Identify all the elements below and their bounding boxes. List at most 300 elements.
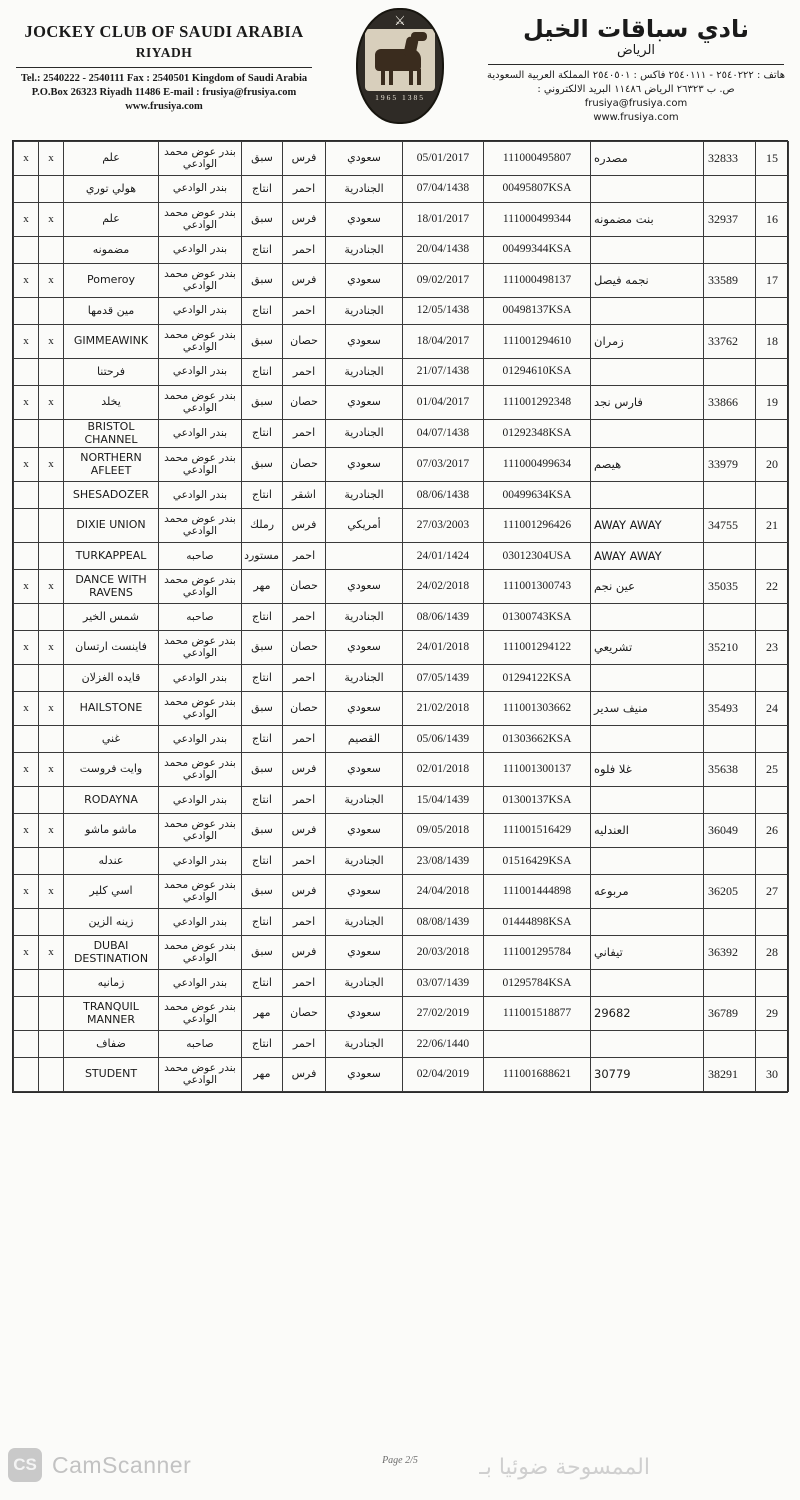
subrow-color: احمر	[283, 176, 326, 203]
subrow-horse-name	[591, 787, 704, 814]
row-serial-id: 35638	[704, 753, 756, 787]
subrow-serial-id	[704, 359, 756, 386]
subrow-number-blank	[756, 604, 789, 631]
row-mark-1: x	[39, 875, 64, 909]
table-subrow	[14, 726, 789, 753]
subrow-category: انتاج	[242, 482, 283, 509]
row-serial-id: 33866	[704, 386, 756, 420]
row-sex: حصان	[283, 570, 326, 604]
row-mark-2: x	[14, 203, 39, 237]
subrow-dam: مضمونه	[64, 237, 159, 264]
website-ar: www.frusiya.com	[593, 112, 679, 124]
subrow-owner: صاحبه	[159, 604, 242, 631]
subrow-color: احمر	[283, 726, 326, 753]
subrow-mark-2	[14, 298, 39, 325]
row-horse-name: مربوعه	[591, 875, 704, 909]
camscanner-logo-icon: CS	[8, 1448, 42, 1482]
subrow-owner: صاحبه	[159, 1031, 242, 1058]
row-sex: فرس	[283, 203, 326, 237]
row-mark-2: x	[14, 814, 39, 848]
subrow-origin: الجنادرية	[326, 237, 403, 264]
row-sire: علم	[64, 142, 159, 176]
table-row	[14, 753, 789, 787]
subrow-mark-1	[39, 543, 64, 570]
subrow-origin: الجنادرية	[326, 298, 403, 325]
subrow-horse-name	[591, 482, 704, 509]
subrow-mark-1	[39, 970, 64, 997]
subrow-serial-id	[704, 726, 756, 753]
row-horse-name: 30779	[591, 1058, 704, 1092]
subrow-birth-date-hijri: 08/08/1439	[403, 909, 484, 936]
table-row	[14, 814, 789, 848]
subrow-category: انتاج	[242, 1031, 283, 1058]
row-mark-1: x	[39, 448, 64, 482]
subrow-mark-1	[39, 176, 64, 203]
row-serial-id: 36049	[704, 814, 756, 848]
subrow-mark-1	[39, 787, 64, 814]
row-horse-name: مصدره	[591, 142, 704, 176]
crest-icon: ⚔	[394, 13, 406, 28]
subrow-dam: ضفاف	[64, 1031, 159, 1058]
row-mark-2: x	[14, 692, 39, 726]
table-row	[14, 936, 789, 970]
row-birth-date-gregorian: 01/04/2017	[403, 386, 484, 420]
row-birth-date-gregorian: 07/03/2017	[403, 448, 484, 482]
table-subrow	[14, 787, 789, 814]
row-horse-name: عين نجم	[591, 570, 704, 604]
subrow-category: انتاج	[242, 359, 283, 386]
row-origin: سعودي	[326, 997, 403, 1031]
row-serial-id: 36392	[704, 936, 756, 970]
row-registration-number: 111000499634	[484, 448, 591, 482]
subrow-mark-2	[14, 420, 39, 448]
subrow-dam: RODAYNA	[64, 787, 159, 814]
subrow-birth-date-hijri: 22/06/1440	[403, 1031, 484, 1058]
subrow-color: احمر	[283, 909, 326, 936]
table-row	[14, 631, 789, 665]
table-row	[14, 448, 789, 482]
row-category: سبق	[242, 692, 283, 726]
row-number: 22	[756, 570, 789, 604]
row-registration-number: 111000495807	[484, 142, 591, 176]
table-row	[14, 997, 789, 1031]
subrow-serial-id	[704, 970, 756, 997]
row-owner: بندر عوض محمد الوادعي	[159, 631, 242, 665]
table-row	[14, 570, 789, 604]
subrow-dam: زمانيه	[64, 970, 159, 997]
row-number: 26	[756, 814, 789, 848]
row-owner: بندر عوض محمد الوادعي	[159, 142, 242, 176]
subrow-registration-number: 01300137KSA	[484, 787, 591, 814]
subrow-number-blank	[756, 787, 789, 814]
row-mark-1: x	[39, 570, 64, 604]
row-origin: أمريكي	[326, 509, 403, 543]
row-mark-1: x	[39, 386, 64, 420]
row-mark-2: x	[14, 264, 39, 298]
row-mark-1: x	[39, 814, 64, 848]
table-subrow	[14, 482, 789, 509]
subrow-number-blank	[756, 848, 789, 875]
table-row	[14, 692, 789, 726]
subrow-horse-name	[591, 970, 704, 997]
row-sex: حصان	[283, 448, 326, 482]
horse-registry-table	[13, 141, 789, 1092]
row-horse-name: غلا فلوه	[591, 753, 704, 787]
table-subrow	[14, 543, 789, 570]
website-en: www.frusiya.com	[125, 101, 203, 113]
row-horse-name: هيصم	[591, 448, 704, 482]
row-serial-id: 32833	[704, 142, 756, 176]
subrow-mark-1	[39, 726, 64, 753]
subrow-registration-number: 01300743KSA	[484, 604, 591, 631]
subrow-horse-name	[591, 726, 704, 753]
row-mark-2: x	[14, 875, 39, 909]
table-subrow	[14, 909, 789, 936]
subrow-color: احمر	[283, 420, 326, 448]
table-subrow	[14, 359, 789, 386]
document-header	[0, 0, 800, 140]
row-sex: فرس	[283, 814, 326, 848]
row-sire: DANCE WITH RAVENS	[64, 570, 159, 604]
row-owner: بندر عوض محمد الوادعي	[159, 875, 242, 909]
subrow-mark-2	[14, 848, 39, 875]
table-subrow	[14, 1031, 789, 1058]
row-horse-name: تشريعي	[591, 631, 704, 665]
subrow-registration-number: 00499634KSA	[484, 482, 591, 509]
row-serial-id: 33762	[704, 325, 756, 359]
subrow-birth-date-hijri: 07/05/1439	[403, 665, 484, 692]
subrow-origin	[326, 543, 403, 570]
subrow-serial-id	[704, 176, 756, 203]
row-number: 19	[756, 386, 789, 420]
row-mark-1: x	[39, 203, 64, 237]
row-number: 29	[756, 997, 789, 1031]
subrow-mark-1	[39, 604, 64, 631]
row-number: 16	[756, 203, 789, 237]
row-sire: ماشو ماشو	[64, 814, 159, 848]
header-english-block	[14, 8, 314, 115]
subrow-origin: الجنادرية	[326, 359, 403, 386]
row-serial-id: 35210	[704, 631, 756, 665]
row-number: 27	[756, 875, 789, 909]
subrow-category: انتاج	[242, 970, 283, 997]
row-origin: سعودي	[326, 875, 403, 909]
row-sire: TRANQUIL MANNER	[64, 997, 159, 1031]
row-mark-1: x	[39, 264, 64, 298]
row-sex: فرس	[283, 753, 326, 787]
row-serial-id: 33979	[704, 448, 756, 482]
subrow-owner: بندر الوادعي	[159, 482, 242, 509]
subrow-color: احمر	[283, 848, 326, 875]
row-birth-date-gregorian: 18/04/2017	[403, 325, 484, 359]
subrow-birth-date-hijri: 08/06/1439	[403, 604, 484, 631]
subrow-horse-name	[591, 237, 704, 264]
subrow-owner: بندر الوادعي	[159, 726, 242, 753]
row-serial-id: 33589	[704, 264, 756, 298]
subrow-owner: بندر الوادعي	[159, 176, 242, 203]
row-birth-date-gregorian: 02/04/2019	[403, 1058, 484, 1092]
subrow-birth-date-hijri: 12/05/1438	[403, 298, 484, 325]
row-serial-id: 38291	[704, 1058, 756, 1092]
row-mark-2	[14, 509, 39, 543]
row-owner: بندر عوض محمد الوادعي	[159, 386, 242, 420]
row-registration-number: 111001296426	[484, 509, 591, 543]
row-owner: بندر عوض محمد الوادعي	[159, 814, 242, 848]
row-number: 23	[756, 631, 789, 665]
subrow-mark-1	[39, 665, 64, 692]
subrow-owner: بندر الوادعي	[159, 359, 242, 386]
subrow-serial-id	[704, 787, 756, 814]
row-registration-number: 111001292348	[484, 386, 591, 420]
row-mark-2: x	[14, 570, 39, 604]
row-category: مهر	[242, 1058, 283, 1092]
subrow-origin: الجنادرية	[326, 420, 403, 448]
row-origin: سعودي	[326, 692, 403, 726]
subrow-registration-number: 01294122KSA	[484, 665, 591, 692]
row-serial-id: 34755	[704, 509, 756, 543]
subrow-owner: بندر الوادعي	[159, 787, 242, 814]
row-mark-2: x	[14, 325, 39, 359]
row-sire: GIMMEAWINK	[64, 325, 159, 359]
subrow-birth-date-hijri: 07/04/1438	[403, 176, 484, 203]
subrow-origin: الجنادرية	[326, 482, 403, 509]
row-mark-2: x	[14, 753, 39, 787]
seal-dates: 1965 1385	[375, 93, 425, 102]
table-subrow	[14, 298, 789, 325]
subrow-mark-2	[14, 787, 39, 814]
subrow-registration-number: 01295784KSA	[484, 970, 591, 997]
row-origin: سعودي	[326, 142, 403, 176]
subrow-dam: غني	[64, 726, 159, 753]
row-horse-name: نجمه فيصل	[591, 264, 704, 298]
row-sex: حصان	[283, 997, 326, 1031]
subrow-number-blank	[756, 909, 789, 936]
row-number: 18	[756, 325, 789, 359]
club-title-en: JOCKEY CLUB OF SAUDI ARABIA	[24, 22, 304, 41]
row-owner: بندر عوض محمد الوادعي	[159, 203, 242, 237]
row-origin: سعودي	[326, 631, 403, 665]
contact-line-1-en: Tel.: 2540222 - 2540111 Fax : 2540501 Kingdom of Saudi Arabia	[20, 73, 308, 84]
contact-line-1-ar: هاتف : ٢٥٤٠٢٢٢ - ٢٥٤٠١١١ فاكس : ٢٥٤٠٥٠١ المملكة العربية السعودية	[486, 70, 785, 82]
row-origin: سعودي	[326, 570, 403, 604]
subrow-color: احمر	[283, 787, 326, 814]
row-birth-date-gregorian: 24/01/2018	[403, 631, 484, 665]
subrow-registration-number: 00499344KSA	[484, 237, 591, 264]
row-registration-number: 111000498137	[484, 264, 591, 298]
subrow-number-blank	[756, 420, 789, 448]
subrow-category: مستورد	[242, 543, 283, 570]
contact-line-2-ar: ص. ب ٢٦٣٢٣ الرياض ١١٤٨٦ البريد الالكتروني : frusiya@frusiya.com	[537, 84, 735, 110]
subrow-birth-date-hijri: 08/06/1438	[403, 482, 484, 509]
page-number: Page 2/5	[382, 1455, 418, 1466]
subrow-mark-1	[39, 237, 64, 264]
table-subrow	[14, 237, 789, 264]
subrow-horse-name	[591, 848, 704, 875]
row-number: 20	[756, 448, 789, 482]
row-owner: بندر عوض محمد الوادعي	[159, 570, 242, 604]
subrow-mark-1	[39, 359, 64, 386]
subrow-category: انتاج	[242, 420, 283, 448]
row-horse-name: بنت مضمونه	[591, 203, 704, 237]
row-category: مهر	[242, 997, 283, 1031]
row-category: سبق	[242, 814, 283, 848]
subrow-mark-1	[39, 482, 64, 509]
table-row	[14, 325, 789, 359]
row-horse-name: 29682	[591, 997, 704, 1031]
subrow-mark-2	[14, 665, 39, 692]
row-owner: بندر عوض محمد الوادعي	[159, 692, 242, 726]
subrow-origin: الجنادرية	[326, 970, 403, 997]
row-registration-number: 111001688621	[484, 1058, 591, 1092]
row-birth-date-gregorian: 18/01/2017	[403, 203, 484, 237]
row-birth-date-gregorian: 21/02/2018	[403, 692, 484, 726]
subrow-registration-number: 01303662KSA	[484, 726, 591, 753]
subrow-serial-id	[704, 482, 756, 509]
subrow-number-blank	[756, 665, 789, 692]
row-horse-name: منيف سدير	[591, 692, 704, 726]
table-subrow	[14, 420, 789, 448]
subrow-owner: بندر الوادعي	[159, 420, 242, 448]
subrow-color: اشقر	[283, 482, 326, 509]
row-owner: بندر عوض محمد الوادعي	[159, 448, 242, 482]
row-registration-number: 111001294122	[484, 631, 591, 665]
row-birth-date-gregorian: 27/02/2019	[403, 997, 484, 1031]
subrow-horse-name	[591, 176, 704, 203]
subrow-horse-name	[591, 1031, 704, 1058]
subrow-registration-number: 03012304USA	[484, 543, 591, 570]
row-origin: سعودي	[326, 936, 403, 970]
row-mark-2: x	[14, 936, 39, 970]
row-category: سبق	[242, 386, 283, 420]
row-origin: سعودي	[326, 1058, 403, 1092]
subrow-dam: فرحتنا	[64, 359, 159, 386]
row-category: رملك	[242, 509, 283, 543]
row-sex: فرس	[283, 264, 326, 298]
row-origin: سعودي	[326, 203, 403, 237]
row-registration-number: 111001295784	[484, 936, 591, 970]
table-subrow	[14, 970, 789, 997]
subrow-mark-2	[14, 543, 39, 570]
row-mark-1	[39, 997, 64, 1031]
subrow-origin: الجنادرية	[326, 1031, 403, 1058]
row-category: سبق	[242, 448, 283, 482]
subrow-registration-number	[484, 1031, 591, 1058]
club-title-ar: نادي سباقات الخيل	[522, 15, 750, 43]
subrow-color: احمر	[283, 237, 326, 264]
row-mark-2	[14, 997, 39, 1031]
row-owner: بندر عوض محمد الوادعي	[159, 936, 242, 970]
subrow-owner: بندر الوادعي	[159, 665, 242, 692]
row-category: سبق	[242, 875, 283, 909]
row-sire: NORTHERN AFLEET	[64, 448, 159, 482]
subrow-horse-name: AWAY AWAY	[591, 543, 704, 570]
subrow-origin: الجنادرية	[326, 787, 403, 814]
subrow-birth-date-hijri: 23/08/1439	[403, 848, 484, 875]
row-birth-date-gregorian: 24/04/2018	[403, 875, 484, 909]
camscanner-arabic-label: الممسوحة ضوئيا بـ	[479, 1455, 650, 1480]
contact-line-2-en: P.O.Box 26323 Riyadh 11486 E-mail : frusiya@frusiya.com	[31, 87, 297, 99]
subrow-registration-number: 01292348KSA	[484, 420, 591, 448]
row-registration-number: 111001300137	[484, 753, 591, 787]
subrow-number-blank	[756, 543, 789, 570]
subrow-category: انتاج	[242, 665, 283, 692]
row-registration-number: 111001303662	[484, 692, 591, 726]
subrow-origin: الجنادرية	[326, 909, 403, 936]
subrow-serial-id	[704, 543, 756, 570]
row-number: 24	[756, 692, 789, 726]
subrow-horse-name	[591, 420, 704, 448]
row-category: مهر	[242, 570, 283, 604]
subrow-number-blank	[756, 237, 789, 264]
row-horse-name: زمران	[591, 325, 704, 359]
row-horse-name: AWAY AWAY	[591, 509, 704, 543]
subrow-category: انتاج	[242, 726, 283, 753]
subrow-category: انتاج	[242, 604, 283, 631]
row-mark-2: x	[14, 142, 39, 176]
row-registration-number: 111001516429	[484, 814, 591, 848]
row-mark-1: x	[39, 142, 64, 176]
subrow-owner: بندر الوادعي	[159, 909, 242, 936]
row-mark-2	[14, 1058, 39, 1092]
subrow-color: احمر	[283, 1031, 326, 1058]
row-sex: فرس	[283, 936, 326, 970]
subrow-dam: شمس الخير	[64, 604, 159, 631]
row-sire: فاينست ارتسان	[64, 631, 159, 665]
row-sex: حصان	[283, 692, 326, 726]
subrow-category: انتاج	[242, 237, 283, 264]
subrow-mark-2	[14, 970, 39, 997]
subrow-mark-1	[39, 848, 64, 875]
subrow-mark-2	[14, 909, 39, 936]
row-origin: سعودي	[326, 448, 403, 482]
subrow-category: انتاج	[242, 909, 283, 936]
row-sire: DIXIE UNION	[64, 509, 159, 543]
subrow-birth-date-hijri: 05/06/1439	[403, 726, 484, 753]
table-subrow	[14, 176, 789, 203]
row-number: 17	[756, 264, 789, 298]
table-row	[14, 875, 789, 909]
subrow-serial-id	[704, 665, 756, 692]
row-sire: وايت فروست	[64, 753, 159, 787]
row-sex: حصان	[283, 325, 326, 359]
subrow-number-blank	[756, 482, 789, 509]
row-registration-number: 111001300743	[484, 570, 591, 604]
row-mark-1	[39, 1058, 64, 1092]
subrow-serial-id	[704, 909, 756, 936]
subrow-color: احمر	[283, 604, 326, 631]
row-number: 21	[756, 509, 789, 543]
row-mark-2: x	[14, 631, 39, 665]
subrow-serial-id	[704, 604, 756, 631]
row-origin: سعودي	[326, 386, 403, 420]
subrow-color: احمر	[283, 298, 326, 325]
row-registration-number: 111000499344	[484, 203, 591, 237]
row-serial-id: 35035	[704, 570, 756, 604]
subrow-dam: TURKAPPEAL	[64, 543, 159, 570]
subrow-registration-number: 01444898KSA	[484, 909, 591, 936]
subrow-category: انتاج	[242, 848, 283, 875]
subrow-mark-1	[39, 298, 64, 325]
subrow-dam: زينه الزين	[64, 909, 159, 936]
subrow-horse-name	[591, 604, 704, 631]
table-row	[14, 1058, 789, 1092]
subrow-mark-1	[39, 1031, 64, 1058]
table-row	[14, 264, 789, 298]
row-birth-date-gregorian: 20/03/2018	[403, 936, 484, 970]
header-seal-block	[355, 8, 445, 124]
subrow-birth-date-hijri: 15/04/1439	[403, 787, 484, 814]
subrow-number-blank	[756, 970, 789, 997]
